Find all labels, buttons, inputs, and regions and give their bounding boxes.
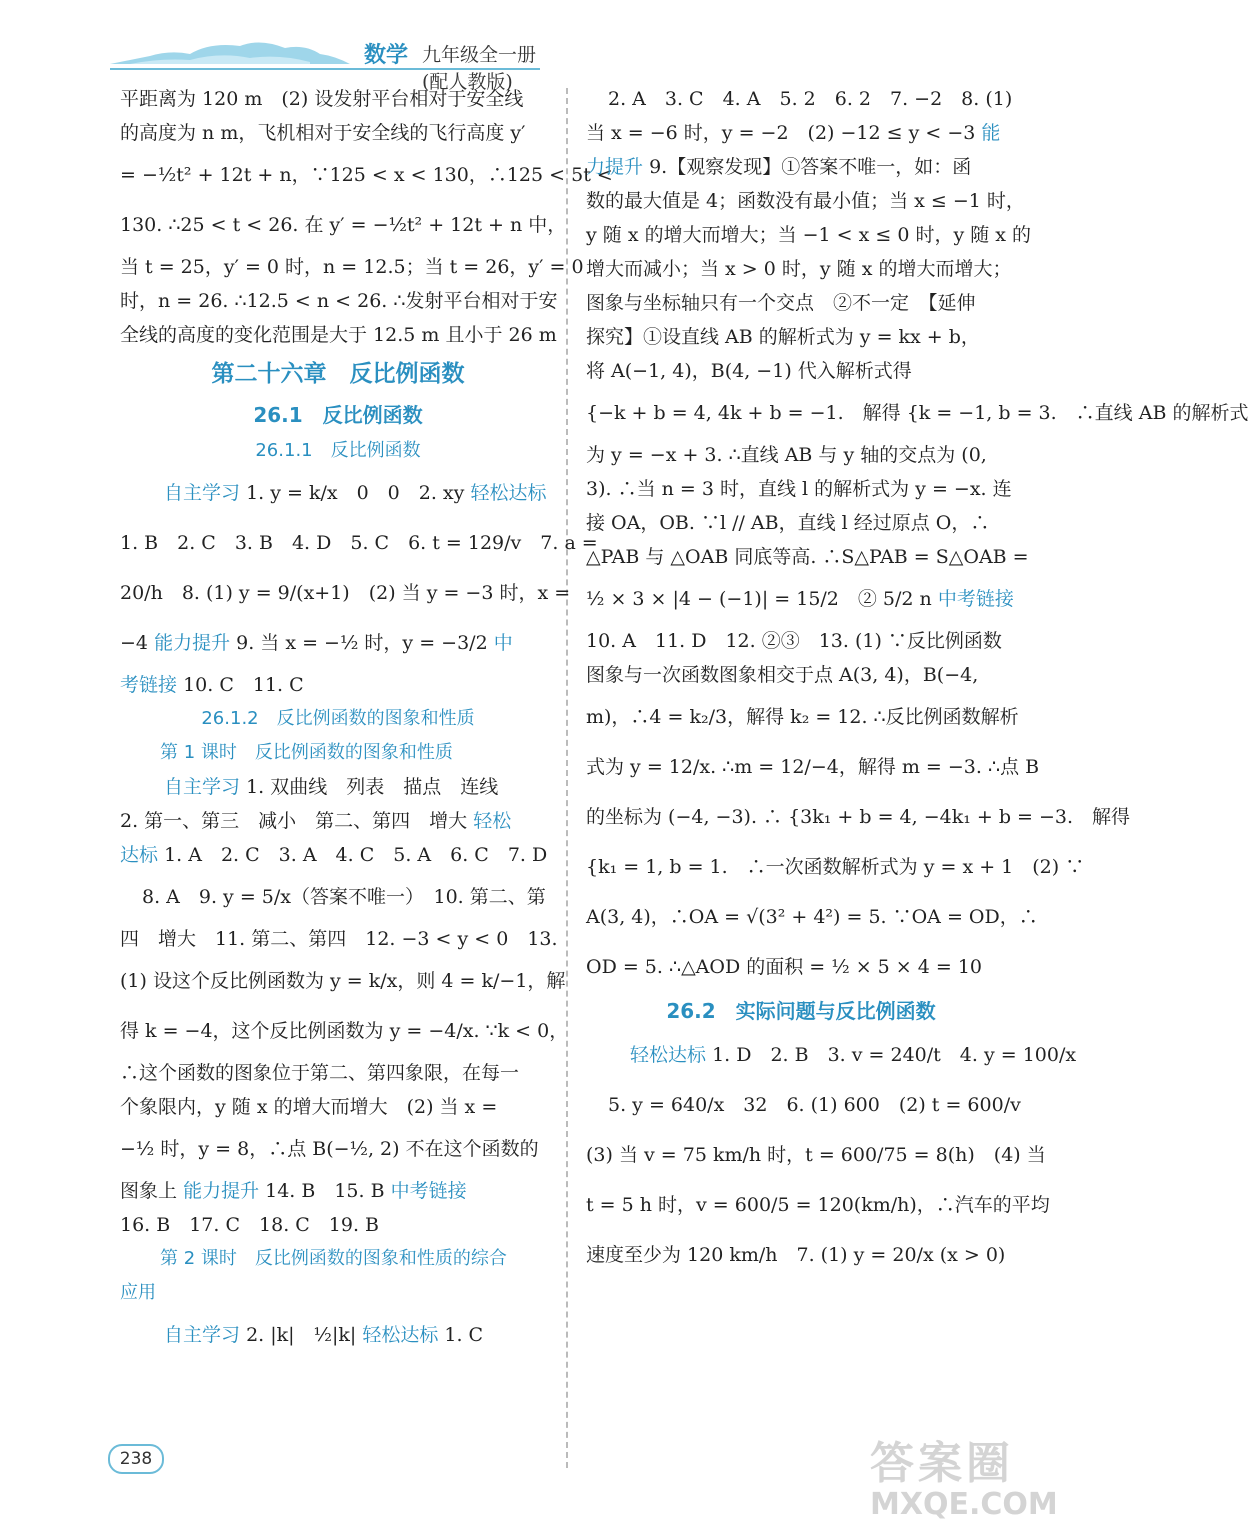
answer-text: 1. A 2. C 3. A 4. C 5. A 6. C 7. D (164, 844, 548, 866)
text-line: {k₁ = 1, b = 1. ∴一次函数解析式为 y = x + 1 (2) ∵ (586, 856, 1085, 878)
text-line: 增大而减小；当 x > 0 时，y 随 x 的增大而增大； (586, 258, 1012, 280)
text-line: (3) 当 v = 75 km/h 时，t = 600/75 = 8(h) (4) 当 (586, 1144, 1046, 1166)
page-header (110, 30, 540, 93)
text-line: 数的最大值是 4；函数没有最小值；当 x ≤ −1 时， (586, 190, 1025, 212)
answer-text: 当 x = −6 时，y = −2 (2) −12 ≤ y < −3 (586, 122, 976, 144)
answer-text: 2. 第一、第三 减小 第二、第四 增大 (120, 810, 468, 832)
answer-text: ½ × 3 × |4 − (−1)| = 15/2 ② 5/2 n (586, 588, 932, 610)
text-line: 时，n = 26. ∴12.5 < n < 26. ∴发射平台相对于安 (120, 290, 558, 312)
label-exam-link: 考链接 (120, 674, 178, 696)
text-line: 全线的高度的变化范围是大于 12.5 m 且小于 26 m (120, 324, 557, 346)
answer-text: 1. y = k/x 0 0 2. xy (246, 482, 465, 504)
text-line: 个象限内，y 随 x 的增大而增大 (2) 当 x = (120, 1096, 498, 1118)
answer-text: 14. B 15. B (265, 1180, 385, 1202)
left-column (120, 82, 613, 1360)
answer-text: 2. |k| ½|k| (246, 1324, 357, 1346)
text-line: 得 k = −4，这个反比例函数为 y = −4/x. ∵k < 0， (120, 1020, 569, 1042)
text-line: 20/h 8. (1) y = 9/(x+1) (2) 当 y = −3 时，x = (120, 582, 571, 604)
answer-text: 9.【观察发现】①答案不唯一，如：函 (649, 156, 972, 178)
label-exam-link: 中考链接 (390, 1180, 467, 1202)
answer-text: 1. C (444, 1324, 484, 1346)
answer-text: 图象上 (120, 1180, 178, 1202)
section-title: 26.1 反比例函数 (253, 403, 423, 427)
text-line: 图象与一次函数图象相交于点 A(3, 4)，B(−4, (586, 664, 979, 686)
text-line: 探究】①设直线 AB 的解析式为 y = kx + b， (586, 326, 980, 348)
watermark-logo (870, 1440, 1058, 1522)
text-line: 四 增大 11. 第二、第四 12. −3 < y < 0 13. (120, 928, 558, 950)
text-line: 速度至少为 120 km/h 7. (1) y = 20/x (x > 0) (586, 1244, 1006, 1266)
section-title: 26.2 实际问题与反比例函数 (666, 999, 936, 1023)
lesson-title: 第 2 课时 反比例函数的图象和性质的综合 (160, 1248, 507, 1269)
label-ability: 能力提升 (183, 1180, 260, 1202)
text-line: 130. ∴25 < t < 26. 在 y′ = −½t² + 12t + n 中， (120, 214, 567, 236)
answer-text: −4 (120, 632, 149, 654)
label-ability: 能 (981, 122, 1001, 144)
text-line: 1. B 2. C 3. B 4. D 5. C 6. t = 129/v 7. a = (120, 532, 598, 554)
text-line: 将 A(−1, 4)，B(4, −1) 代入解析式得 (586, 360, 912, 382)
subsection-title: 26.1.2 反比例函数的图象和性质 (201, 708, 475, 729)
text-line: = −½t² + 12t + n，∵125 < x < 130，∴125 < 5t < (120, 164, 613, 186)
text-line: m)，∴4 = k₂/3，解得 k₂ = 12. ∴反比例函数解析 (586, 706, 1019, 728)
label-exam-link: 中考链接 (937, 588, 1014, 610)
header-rule (110, 68, 540, 70)
label-easy-standard: 轻松 (473, 810, 512, 832)
text-line: {−k + b = 4, 4k + b = −1. 解得 {k = −1, b = 3. ∴直线 AB 的解析式 (586, 402, 1248, 424)
text-line: (1) 设这个反比例函数为 y = k/x，则 4 = k/−1，解 (120, 970, 566, 992)
column-divider (566, 88, 568, 1468)
label-ability: 能力提升 (154, 632, 231, 654)
lesson-title: 第 1 课时 反比例函数的图象和性质 (160, 742, 453, 763)
text-line: OD = 5. ∴△AOD 的面积 = ½ × 5 × 4 = 10 (586, 956, 983, 978)
answer-text: 10. C 11. C (183, 674, 304, 696)
text-line: 为 y = −x + 3. ∴直线 AB 与 y 轴的交点为 (0, (586, 444, 987, 466)
text-line: 5. y = 640/x 32 6. (1) 600 (2) t = 600/v (608, 1094, 1021, 1116)
answer-text: 9. 当 x = −½ 时，y = −3/2 (236, 632, 488, 654)
text-line: 式为 y = 12/x. ∴m = 12/−4，解得 m = −3. ∴点 B (586, 756, 1040, 778)
cloud-icon (110, 34, 350, 68)
text-line: 8. A 9. y = 5/x（答案不唯一） 10. 第二、第 (142, 886, 546, 908)
label-easy-standard: 达标 (120, 844, 159, 866)
text-line: 的坐标为 (−4, −3). ∴ {3k₁ + b = 4, −4k₁ + b = −3. 解得 (586, 806, 1131, 828)
label-easy-standard: 轻松达标 (470, 482, 547, 504)
text-line: 10. A 11. D 12. ②③ 13. (1) ∵反比例函数 (586, 630, 1002, 652)
watermark-url: MXQE.COM (870, 1487, 1058, 1522)
text-line: y 随 x 的增大而增大；当 −1 < x ≤ 0 时，y 随 x 的 (586, 224, 1032, 246)
text-line: 2. A 3. C 4. A 5. 2 6. 2 7. −2 8. (1) (608, 88, 1013, 110)
page-number: 238 (108, 1444, 164, 1474)
right-column (586, 82, 1248, 1280)
answer-text: 1. 双曲线 列表 描点 连线 (246, 776, 499, 798)
label-exam-link: 中 (493, 632, 513, 654)
text-line: △PAB 与 △OAB 同底等高. ∴S△PAB = S△OAB = (586, 546, 1029, 568)
text-line: A(3, 4)，∴OA = √(3² + 4²) = 5. ∵OA = OD，∴ (586, 906, 1038, 928)
label-self-study: 自主学习 (164, 1324, 241, 1346)
text-line: t = 5 h 时，v = 600/5 = 120(km/h)，∴汽车的平均 (586, 1194, 1050, 1216)
text-line: 3). ∴当 n = 3 时，直线 l 的解析式为 y = −x. 连 (586, 478, 1012, 500)
text-line: 的高度为 n m，飞机相对于安全线的飞行高度 y′ (120, 122, 526, 144)
label-easy-standard: 轻松达标 (630, 1044, 707, 1066)
text-line: 平距离为 120 m (2) 设发射平台相对于安全线 (120, 88, 524, 110)
header-subject: 数学 (364, 43, 409, 68)
lesson-title-cont: 应用 (120, 1282, 156, 1303)
text-line: 图象与坐标轴只有一个交点 ②不一定 【延伸 (586, 292, 976, 314)
label-easy-standard: 轻松达标 (362, 1324, 439, 1346)
subsection-title: 26.1.1 反比例函数 (255, 440, 421, 461)
text-line: ∴这个函数的图象位于第二、第四象限，在每一 (120, 1062, 520, 1084)
watermark-text: 答案圈 (870, 1438, 1014, 1489)
answer-text: 1. D 2. B 3. v = 240/t 4. y = 100/x (712, 1044, 1077, 1066)
label-ability: 力提升 (586, 156, 644, 178)
label-self-study: 自主学习 (164, 776, 241, 798)
label-self-study: 自主学习 (164, 482, 241, 504)
text-line: 接 OA，OB. ∵l // AB，直线 l 经过原点 O，∴ (586, 512, 990, 534)
text-line: 当 t = 25，y′ = 0 时，n = 12.5；当 t = 26，y′ = 0 (120, 256, 584, 278)
header-book-title: 九年级全一册(配人教版) (422, 44, 537, 93)
chapter-title: 第二十六章 反比例函数 (211, 361, 465, 387)
text-line: −½ 时，y = 8，∴点 B(−½, 2) 不在这个函数的 (120, 1138, 539, 1160)
text-line: 16. B 17. C 18. C 19. B (120, 1214, 380, 1236)
